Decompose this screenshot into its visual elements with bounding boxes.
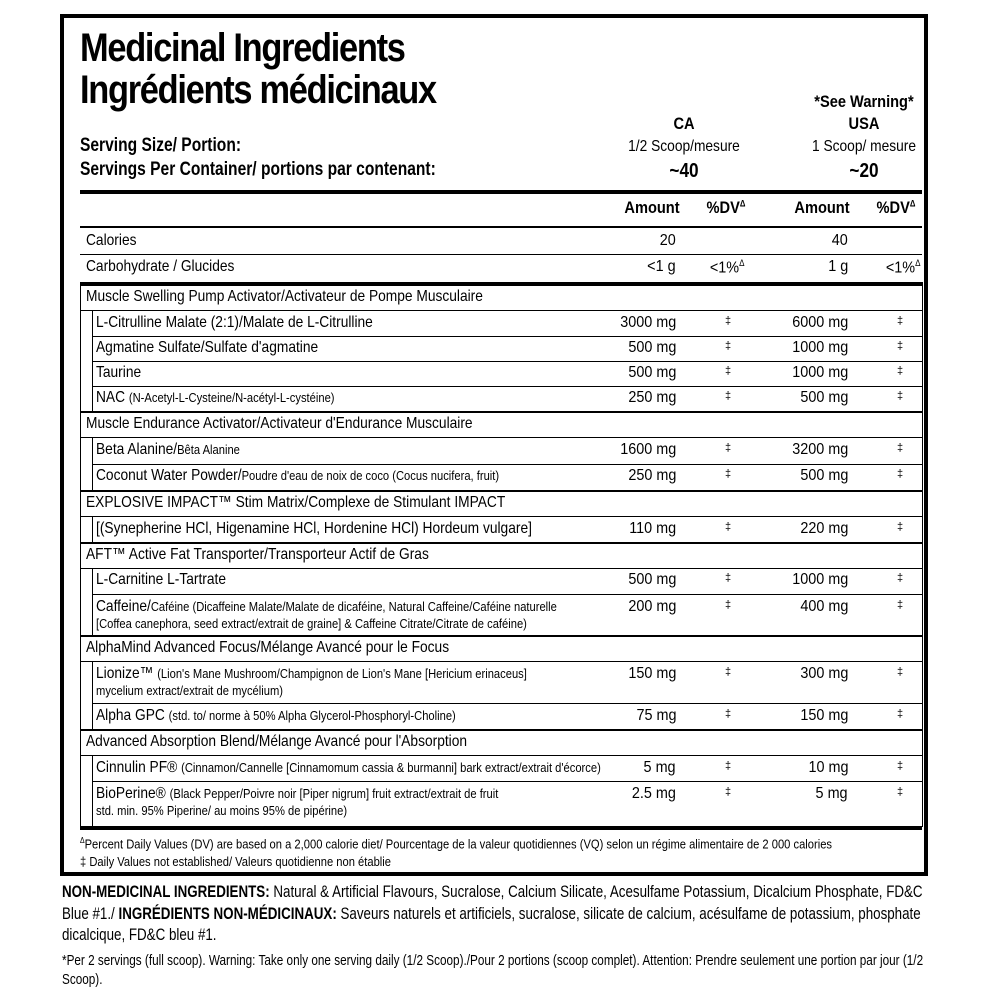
dv-dagger: ‡ — [724, 442, 732, 454]
calories-ca: 20 — [659, 232, 676, 249]
footnote-not-established: ‡ Daily Values not established/ Valeurs quotidienne non établie — [80, 854, 391, 869]
section-title: Muscle Endurance Activator/Activateur d'Endurance Musculaire — [86, 415, 473, 432]
calories-label: Calories — [86, 232, 137, 249]
ingredient-name: Lionize™ (Lion's Mane Mushroom/Champignon de Lion's Mane [Hericium erinaceus] — [96, 665, 527, 682]
dv-dagger: ‡ — [896, 521, 904, 533]
usa-servings: ~20 — [849, 160, 879, 182]
dv-dagger: ‡ — [724, 760, 732, 772]
ingredient-note: mycelium extract/extrait de mycélium) — [96, 683, 284, 698]
dv-dagger: ‡ — [724, 340, 732, 352]
section-title: EXPLOSIVE IMPACT™ Stim Matrix/Complexe de Stimulant IMPACT — [86, 494, 506, 511]
dv-dagger: ‡ — [724, 572, 732, 584]
dv-dagger: ‡ — [724, 365, 732, 377]
footnote-dv: $^\Delta$Percent Daily Values (DV) are based on a 2,000 calorie diet/ Pourcentage de la valeur quotidiennes (VQ) selon un régime alimentaire de 2 000 calories — [80, 836, 833, 852]
dv-dagger: ‡ — [896, 666, 904, 678]
ingredient-usa: 500 mg — [799, 389, 848, 406]
usa-warning: *See Warning* — [814, 92, 914, 111]
ca-size: 1/2 Scoop/mesure — [628, 138, 740, 155]
carbs-label: Carbohydrate / Glucides — [86, 258, 235, 275]
carbs-usa-dv: <1%$^\Delta$ — [885, 258, 920, 277]
section-title: AFT™ Active Fat Transporter/Transporteur Actif de Gras — [86, 546, 429, 563]
ingredient-ca: 2.5 mg — [631, 785, 676, 802]
ingredient-usa: 1000 mg — [791, 364, 848, 381]
section-title: Muscle Swelling Pump Activator/Activateur de Pompe Musculaire — [86, 288, 483, 305]
dv-dagger: ‡ — [724, 390, 732, 402]
ingredient-usa: 300 mg — [799, 665, 848, 682]
dv-dagger: ‡ — [896, 708, 904, 720]
ingredient-ca: 110 mg — [629, 520, 676, 537]
carbs-usa: 1 g — [827, 258, 848, 275]
ingredient-name: [(Synepherine HCl, Higenamine HCl, Hordenine HCl) Hordeum vulgare] — [96, 520, 532, 537]
ingredient-ca: 500 mg — [627, 571, 676, 588]
usa-size: 1 Scoop/ mesure — [811, 138, 917, 155]
ingredient-name: L-Citrulline Malate (2:1)/Malate de L-Citrulline — [96, 314, 373, 331]
usa-label: USA — [848, 114, 880, 133]
warning-note: *Per 2 servings (full scoop). Warning: Take only one serving daily (1/2 Scoop)./Pour 2 portions (scoop complet). Attention: Prendre seulement une portion par jour (1/2 Scoop). — [62, 953, 924, 988]
dv-dagger: ‡ — [896, 468, 904, 480]
servings-label: Servings Per Container/ portions par contenant: — [80, 159, 436, 180]
carbs-ca-dv: <1%$^\Delta$ — [709, 258, 744, 277]
ingredient-ca: 150 mg — [627, 665, 676, 682]
ingredient-usa: 500 mg — [799, 467, 848, 484]
dv-dagger: ‡ — [896, 786, 904, 798]
ingredient-usa: 5 mg — [815, 785, 848, 802]
dv-dagger: ‡ — [896, 390, 904, 402]
dv-dagger: ‡ — [724, 468, 732, 480]
non-medicinal-ingredients: NON-MEDICINAL INGREDIENTS: Natural & Artificial Flavours, Sucralose, Calcium Silicate, Acesulfame Potassium, Dicalcium Phosphate, FD&C Blue #1./ INGRÉDIENTS NON-MÉDICINAUX: Saveurs naturels et artificiels, sucralose, silicate de calcium, acésulfame de potassium, phosphate dicalcique, FD&C bleu #1. — [62, 883, 923, 944]
dv-dagger: ‡ — [896, 315, 904, 327]
ingredient-name: Taurine — [96, 364, 142, 381]
ingredient-name: Caffeine/Caféine (Dicaffeine Malate/Malate de dicaféine, Natural Caffeine/Caféine naturelle — [96, 598, 557, 615]
col-dv-ca: $\%DV^\Delta$ — [706, 198, 746, 217]
dv-dagger: ‡ — [896, 572, 904, 584]
ingredient-name: BioPerine® (Black Pepper/Poivre noir [Piper nigrum] fruit extract/extrait de fruit — [96, 785, 499, 802]
ingredient-ca: 3000 mg — [619, 314, 676, 331]
carbs-ca: <1 g — [647, 258, 676, 275]
section-title: AlphaMind Advanced Focus/Mélange Avancé pour le Focus — [86, 639, 450, 656]
dv-dagger: ‡ — [724, 599, 732, 611]
facts-panel — [60, 14, 928, 876]
ingredient-ca: 1600 mg — [619, 441, 676, 458]
ingredient-name: Coconut Water Powder/Poudre d'eau de noix de coco (Cocus nucifera, fruit) — [96, 467, 500, 484]
section-title: Advanced Absorption Blend/Mélange Avancé pour l'Absorption — [86, 733, 468, 750]
ingredient-ca: 75 mg — [635, 707, 676, 724]
ingredient-note: [Coffea canephora, seed extract/extrait de graine] & Caffeine Citrate/Citrate de caféine) — [96, 616, 527, 631]
title-en: Medicinal Ingredients — [80, 26, 405, 70]
ingredient-name: Beta Alanine/Bêta Alanine — [96, 441, 240, 458]
dv-dagger: ‡ — [724, 786, 732, 798]
ingredient-usa: 220 mg — [799, 520, 848, 537]
ingredient-name: NAC (N-Acetyl-L-Cysteine/N-acétyl-L-cystéine) — [96, 389, 335, 406]
ingredient-ca: 5 mg — [643, 759, 676, 776]
ingredient-usa: 400 mg — [799, 598, 848, 615]
dv-dagger: ‡ — [896, 442, 904, 454]
ingredient-usa: 10 mg — [807, 759, 848, 776]
ingredient-ca: 250 mg — [627, 389, 676, 406]
ingredient-usa: 6000 mg — [791, 314, 848, 331]
dv-dagger: ‡ — [896, 760, 904, 772]
ingredient-ca: 200 mg — [627, 598, 676, 615]
calories-usa: 40 — [831, 232, 848, 249]
serving-size-label: Serving Size/ Portion: — [80, 135, 242, 156]
ingredient-note: std. min. 95% Piperine/ au moins 95% de pipérine) — [96, 803, 348, 818]
ca-servings: ~40 — [669, 160, 699, 182]
dv-dagger: ‡ — [724, 315, 732, 327]
col-amount-usa: Amount — [794, 198, 850, 217]
ingredient-name: Alpha GPC (std. to/ norme à 50% Alpha Glycerol-Phosphoryl-Choline) — [96, 707, 456, 724]
ingredient-usa: 1000 mg — [791, 571, 848, 588]
dv-dagger: ‡ — [724, 666, 732, 678]
dv-dagger: ‡ — [724, 521, 732, 533]
title-fr: Ingrédients médicinaux — [80, 68, 436, 112]
ingredient-usa: 150 mg — [799, 707, 848, 724]
dv-dagger: ‡ — [724, 708, 732, 720]
ingredient-usa: 3200 mg — [791, 441, 848, 458]
ingredient-ca: 500 mg — [627, 339, 676, 356]
dv-dagger: ‡ — [896, 365, 904, 377]
col-amount-ca: Amount — [624, 198, 680, 217]
ca-label: CA — [673, 114, 695, 133]
dv-dagger: ‡ — [896, 340, 904, 352]
ingredient-ca: 500 mg — [627, 364, 676, 381]
ingredient-usa: 1000 mg — [791, 339, 848, 356]
dv-dagger: ‡ — [896, 599, 904, 611]
ingredient-ca: 250 mg — [627, 467, 676, 484]
col-dv-usa: $\%DV^\Delta$ — [876, 198, 916, 217]
ingredient-name: L-Carnitine L-Tartrate — [96, 571, 227, 588]
ingredient-name: Cinnulin PF® (Cinnamon/Cannelle [Cinnamomum cassia & burmanni] bark extract/extrait d'écorce) — [96, 759, 601, 776]
ingredient-name: Agmatine Sulfate/Sulfate d'agmatine — [96, 339, 319, 356]
